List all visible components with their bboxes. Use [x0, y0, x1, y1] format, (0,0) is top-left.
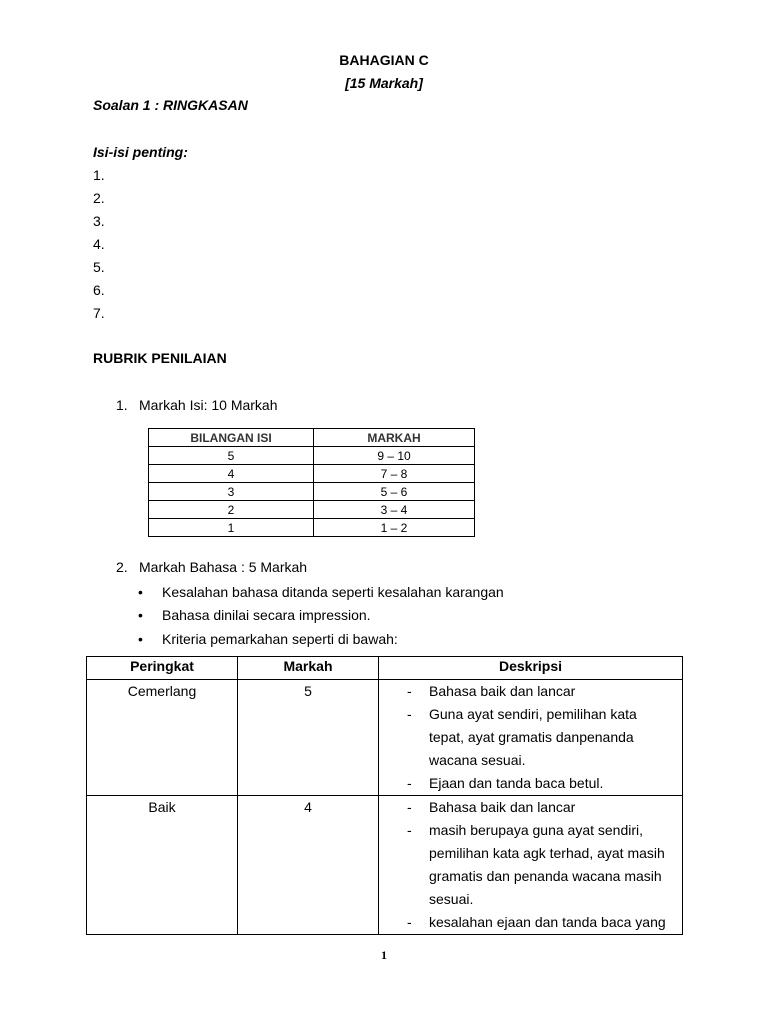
table-row	[149, 519, 475, 537]
bullet-icon: •	[138, 584, 143, 600]
table-cell: 2	[149, 501, 314, 519]
table-row	[149, 447, 475, 465]
column-header: Markah	[238, 657, 379, 680]
section-title: BAHAGIAN C	[339, 52, 429, 68]
content-marks-label: Markah Isi: 10 Markah	[139, 397, 278, 413]
content-marks-number: 1.	[116, 397, 128, 413]
table-row	[149, 483, 475, 501]
description-line: tepat, ayat gramatis danpenanda	[429, 729, 634, 745]
mark-cell: 4	[238, 796, 379, 935]
point-number: 2.	[93, 190, 105, 206]
description-line: pemilihan kata agk terhad, ayat masih	[429, 845, 665, 861]
description-line: kesalahan ejaan dan tanda baca yang	[429, 914, 666, 930]
point-number: 1.	[93, 167, 105, 183]
language-marks-number: 2.	[116, 559, 128, 575]
description-cell	[379, 796, 683, 935]
table-row	[87, 680, 683, 796]
bullet-text: Kesalahan bahasa ditanda seperti kesalahan karangan	[162, 584, 504, 600]
dash-marker: -	[407, 706, 412, 722]
column-header: Deskripsi	[379, 657, 683, 680]
language-marks-table	[86, 656, 683, 935]
bullet-icon: •	[138, 607, 143, 623]
table-row	[149, 501, 475, 519]
point-number: 7.	[93, 305, 105, 321]
bullet-text: Bahasa dinilai secara impression.	[162, 607, 371, 623]
column-header: Peringkat	[87, 657, 238, 680]
point-number: 3.	[93, 213, 105, 229]
table-cell: 1	[149, 519, 314, 537]
point-number: 4.	[93, 236, 105, 252]
table-row	[149, 465, 475, 483]
dash-marker: -	[407, 822, 412, 838]
description-item	[379, 819, 682, 911]
table-cell: 3 – 4	[314, 501, 475, 519]
description-line: gramatis dan penanda wacana masih	[429, 868, 662, 884]
point-number: 5.	[93, 259, 105, 275]
page-number: 1	[381, 948, 387, 962]
table-cell: 5	[149, 447, 314, 465]
description-line: wacana sesuai.	[429, 752, 526, 768]
language-marks-label: Markah Bahasa : 5 Markah	[139, 559, 308, 575]
content-marks-table	[148, 428, 475, 537]
description-item	[379, 680, 682, 703]
column-header: BILANGAN ISI	[149, 429, 314, 447]
question-label: Soalan 1 : RINGKASAN	[93, 97, 248, 113]
description-line: sesuai.	[429, 891, 474, 907]
table-cell: 1 – 2	[314, 519, 475, 537]
bullet-text: Kriteria pemarkahan seperti di bawah:	[162, 631, 398, 647]
rubric-heading: RUBRIK PENILAIAN	[93, 350, 227, 366]
table-cell: 9 – 10	[314, 447, 475, 465]
points-heading: Isi-isi penting:	[93, 144, 188, 160]
level-cell: Cemerlang	[87, 680, 238, 796]
section-marks: [15 Markah]	[345, 75, 423, 91]
description-line: Guna ayat sendiri, pemilihan kata	[429, 706, 637, 722]
description-line: Bahasa baik dan lancar	[429, 799, 576, 815]
table-row	[87, 796, 683, 935]
table-cell: 7 – 8	[314, 465, 475, 483]
mark-cell: 5	[238, 680, 379, 796]
description-item	[379, 796, 682, 819]
dash-marker: -	[407, 914, 412, 930]
level-cell: Baik	[87, 796, 238, 935]
bullet-icon: •	[138, 631, 143, 647]
table-cell: 3	[149, 483, 314, 501]
description-item	[379, 703, 682, 772]
description-line: Bahasa baik dan lancar	[429, 683, 576, 699]
description-cell	[379, 680, 683, 796]
description-line: Ejaan dan tanda baca betul.	[429, 775, 604, 791]
table-header-row	[87, 657, 683, 680]
point-number: 6.	[93, 282, 105, 298]
table-header-row	[149, 429, 475, 447]
column-header: MARKAH	[314, 429, 475, 447]
description-line: masih berupaya guna ayat sendiri,	[429, 822, 644, 838]
description-item	[379, 911, 682, 934]
dash-marker: -	[407, 683, 412, 699]
description-item	[379, 772, 682, 795]
dash-marker: -	[407, 775, 412, 791]
table-cell: 5 – 6	[314, 483, 475, 501]
table-cell: 4	[149, 465, 314, 483]
dash-marker: -	[407, 799, 412, 815]
